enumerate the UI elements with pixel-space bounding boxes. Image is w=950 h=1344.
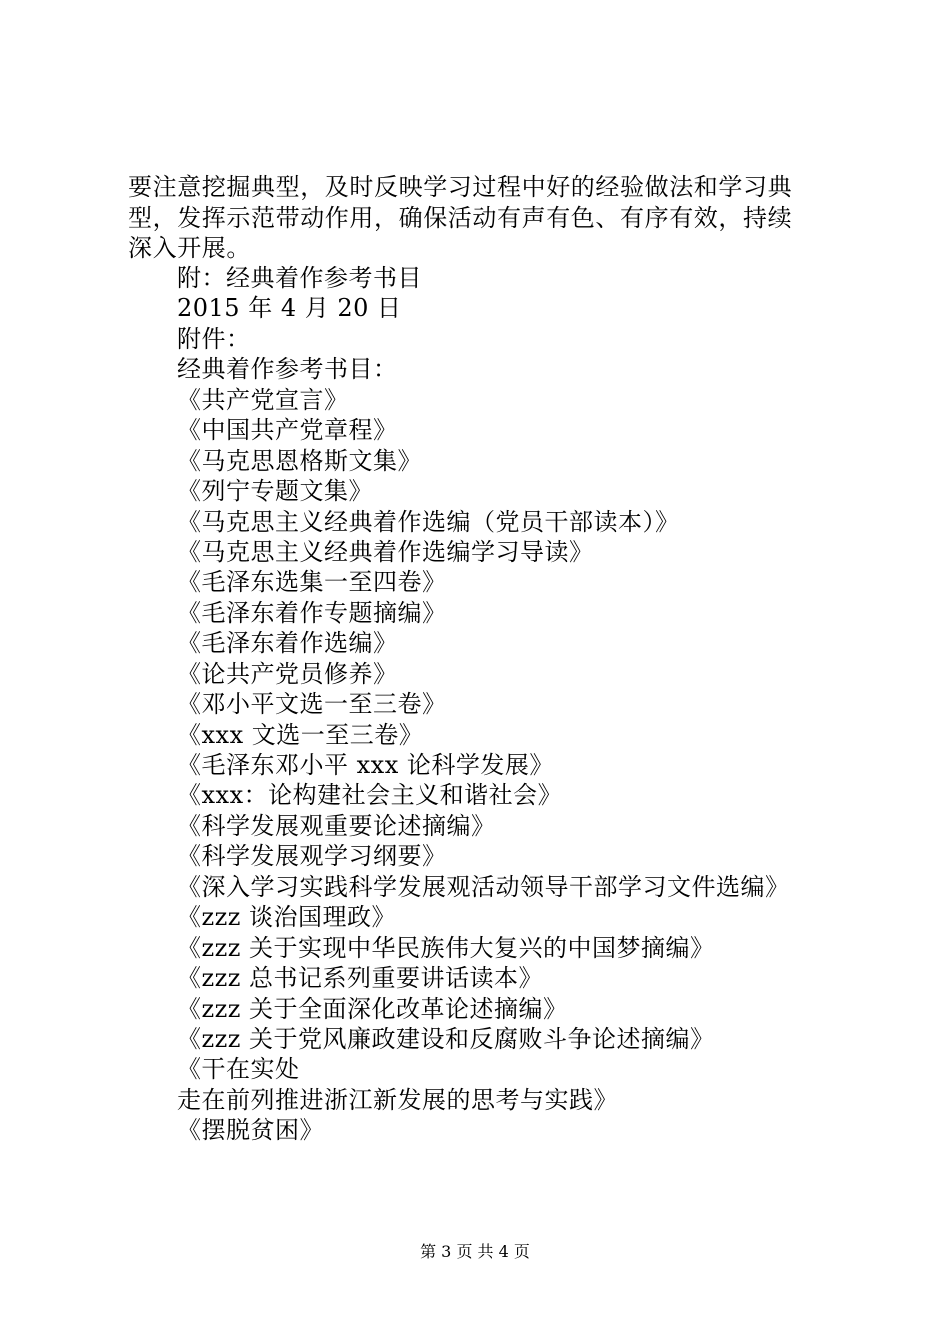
- book-item: 《科学发展观重要论述摘编》: [177, 811, 496, 840]
- book-item: 《毛泽东着作专题摘编》: [177, 598, 447, 627]
- intro-line: 深入开展。: [128, 234, 251, 262]
- book-item: 《摆脱贫困》: [177, 1116, 324, 1145]
- list-heading: 经典着作参考书目：: [177, 355, 398, 384]
- book-item: 《深入学习实践科学发展观活动领导干部学习文件选编》: [177, 872, 790, 901]
- book-item: 《xxx：论构建社会主义和谐社会》: [177, 781, 563, 810]
- intro-line: 要注意挖掘典型，及时反映学习过程中好的经验做法和学习典: [128, 173, 793, 201]
- book-item: 《马克思主义经典着作选编学习导读》: [177, 537, 594, 566]
- book-item: 《邓小平文选一至三卷》: [177, 690, 447, 719]
- book-item: 《论共产党员修养》: [177, 659, 398, 688]
- book-item: 《科学发展观学习纲要》: [177, 842, 447, 871]
- book-item: 《zzz 关于党风廉政建设和反腐败斗争论述摘编》: [177, 1024, 715, 1053]
- body-lines: [177, 263, 857, 1146]
- book-item: 《马克思主义经典着作选编（党员干部读本）》: [177, 507, 680, 536]
- book-item: 《马克思恩格斯文集》: [177, 446, 422, 475]
- book-item: 《干在实处: [177, 1055, 300, 1084]
- attachment-note: 附：经典着作参考书目: [177, 264, 422, 292]
- book-item-continuation: 走在前列推进浙江新发展的思考与实践》: [177, 1085, 618, 1114]
- book-item: 《中国共产党章程》: [177, 416, 398, 445]
- intro-paragraph: [128, 172, 840, 264]
- book-item: 《xxx 文选一至三卷》: [177, 720, 424, 749]
- book-item: 《共产党宣言》: [177, 385, 349, 414]
- book-item: 《zzz 关于实现中华民族伟大复兴的中国梦摘编》: [177, 933, 715, 962]
- book-item: 《毛泽东选集一至四卷》: [177, 568, 447, 597]
- book-item: 《毛泽东着作选编》: [177, 629, 398, 658]
- book-item: 《zzz 谈治国理政》: [177, 903, 397, 932]
- attachment-label: 附件：: [177, 324, 251, 353]
- page-footer: 第 3 页 共 4 页: [420, 1242, 530, 1261]
- book-item: 《zzz 关于全面深化改革论述摘编》: [177, 994, 568, 1023]
- document-date: 2015 年 4 月 20 日: [177, 294, 402, 323]
- intro-line: 型，发挥示范带动作用，确保活动有声有色、有序有效，持续: [128, 203, 793, 232]
- book-item: 《列宁专题文集》: [177, 477, 373, 506]
- book-item: 《毛泽东邓小平 xxx 论科学发展》: [177, 751, 554, 779]
- book-item: 《zzz 总书记系列重要讲话读本》: [177, 964, 544, 993]
